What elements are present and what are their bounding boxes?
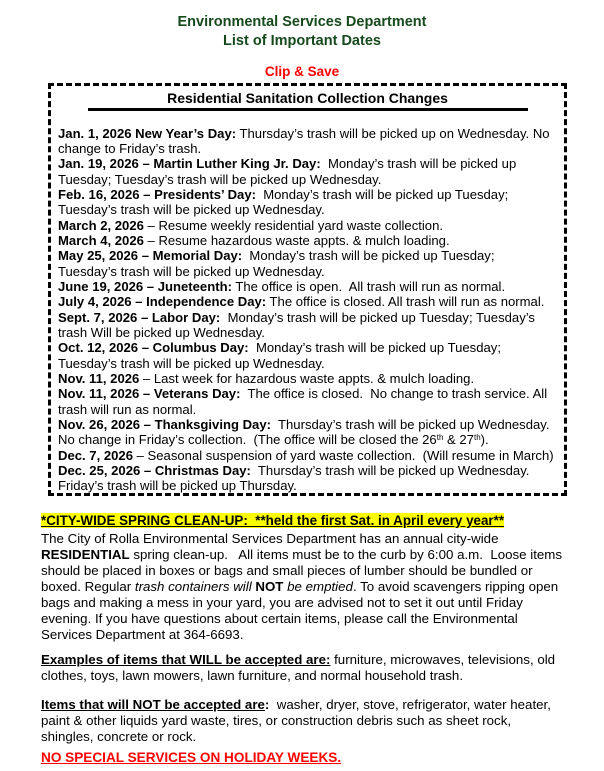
text-segment: th <box>436 433 444 443</box>
text-segment: Monday’s trash will be picked up Tuesday; Tuesday’s trash Will be picked up Wednesday. <box>58 309 539 340</box>
department-title: Environmental Services Department <box>177 14 427 30</box>
text-segment: The City of Rolla Environmental Services Department has an annual city-wide <box>41 531 503 546</box>
collection-change-item <box>58 294 554 309</box>
text-segment: Sept. 7, 2026 – Labor Day: <box>58 309 221 325</box>
title-underline-rule <box>88 108 528 111</box>
text-segment: The office is closed. No change to trash service. All trash will run as normal. <box>58 386 551 417</box>
collection-change-item <box>58 448 554 463</box>
text-segment: – Resume hazardous waste appts. & mulch loading. <box>143 232 450 248</box>
text-segment: th <box>473 433 481 443</box>
spring-cleanup-heading-row <box>41 512 566 529</box>
collection-change-item <box>58 279 554 294</box>
not-accepted-items-paragraph <box>41 697 566 745</box>
text-segment: May 25, 2026 – Memorial Day: <box>58 248 243 264</box>
accepted-items-paragraph <box>41 652 566 684</box>
text-segment: NOT <box>255 579 284 594</box>
text-segment: Monday’s trash will be picked up Tuesday; Tuesday’s trash will be picked up Wednesday. <box>58 156 520 187</box>
text-segment: Monday’s trash will be picked up Tuesday; Tuesday’s trash will be picked up Wednesday. <box>58 340 505 371</box>
text-segment: The office is closed. All trash will run as normal. <box>266 294 545 310</box>
text-segment: Thursday’s trash will be picked up Wednesday. No change in Friday’s collection. (The office will be closed the 26 <box>58 417 554 448</box>
collection-change-item <box>58 340 554 371</box>
collection-change-item <box>58 126 554 157</box>
text-segment: Oct. 12, 2026 – Columbus Day: <box>58 340 249 356</box>
text-segment: Dec. 7, 2026 <box>58 447 133 463</box>
collection-change-item <box>58 187 554 218</box>
collection-changes-box <box>48 83 567 496</box>
text-segment: . To avoid scavengers ripping open bags and making a mess in your yard, you are advised not to set it out until Friday evening. If you have questions about certain items, please call the Environmental Services Department at 364-6693. <box>41 579 562 642</box>
text-segment: Dec. 25, 2026 – Christmas Day: <box>58 463 251 479</box>
text-segment: The office is open. All trash will run as normal. <box>231 278 506 294</box>
text-segment: March 4, 2026 <box>58 232 144 248</box>
collection-change-item <box>58 463 554 494</box>
text-segment: Nov. 11, 2026 – Veterans Day: <box>58 386 241 402</box>
text-segment: & 27 <box>443 432 474 448</box>
text-segment: Feb. 16, 2026 – Presidents’ Day: <box>58 186 256 202</box>
text-segment: Thursday’s trash will be picked up on Wednesday. No change to Friday’s trash. <box>58 125 554 156</box>
text-segment: Nov. 11, 2026 <box>58 371 140 386</box>
collection-change-item <box>58 233 554 248</box>
text-segment: Monday’s trash will be picked up Tuesday; Tuesday’s trash will be picked up Wednesday. <box>58 248 498 279</box>
collection-change-item <box>58 417 554 448</box>
text-segment: Jan. 1, 2026 New Year’s Day: <box>58 125 237 141</box>
spring-cleanup-paragraph <box>41 531 566 643</box>
collection-change-item <box>58 156 554 187</box>
text-segment: RESIDENTIAL <box>41 547 130 562</box>
text-segment: trash containers will <box>134 579 252 594</box>
clip-save-label: Clip & Save <box>264 64 340 79</box>
holiday-weeks-notice: NO SPECIAL SERVICES ON HOLIDAY WEEKS. <box>41 750 342 765</box>
text-segment: Thursday’s trash will be picked up Wednesday. Friday’s trash will be picked up Thursday. <box>58 463 534 494</box>
collection-change-item <box>58 386 554 417</box>
text-segment: furniture, microwaves, televisions, old clothes, toys, lawn mowers, lawn furniture, and normal household trash. <box>41 652 559 683</box>
text-segment: : <box>264 697 270 712</box>
collection-change-item <box>58 218 554 233</box>
text-segment: Examples of items that WILL be accepted are: <box>41 652 331 667</box>
text-segment: Nov. 26, 2026 – Thanksgiving Day: <box>58 417 271 433</box>
spring-cleanup-section <box>41 512 566 766</box>
text-segment: – Last week for hazardous waste appts. & mulch loading. <box>139 371 475 386</box>
text-segment: March 2, 2026 <box>58 217 144 233</box>
collection-change-item <box>58 371 554 386</box>
text-segment: June 19, 2026 – Juneteenth: <box>58 278 232 294</box>
text-segment: be emptied <box>287 579 353 594</box>
text-segment <box>58 494 529 496</box>
page-title: List of Important Dates <box>223 33 381 49</box>
text-segment <box>58 494 247 496</box>
box-title: Residential Sanitation Collection Changes <box>167 90 448 106</box>
text-segment: spring clean-up. All items must be to the curb by 6:00 a.m. Loose items should be placed in boxes or bags and small pieces of lumber should be bundled or boxed. Regular <box>41 547 566 594</box>
spring-cleanup-heading: *CITY-WIDE SPRING CLEAN-UP: **held the first Sat. in April every year** <box>41 513 505 528</box>
text-segment: Jan. 19, 2026 – Martin Luther King Jr. Day: <box>58 156 321 172</box>
text-segment: Items that will NOT be accepted are <box>41 697 265 712</box>
text-segment: ). <box>480 432 489 448</box>
text-segment: Monday’s trash will be picked up Tuesday; Tuesday’s trash will be picked up Wednesday. <box>58 186 512 218</box>
collection-changes-list <box>58 126 554 497</box>
text-segment: washer, dryer, stove, refrigerator, water heater, paint & other liquids yard waste, tires, or construction debris such as sheet rock, shingles, concrete or rock. <box>41 697 555 744</box>
text-segment: – Seasonal suspension of yard waste collection. (Will resume in March) <box>132 447 554 463</box>
flyer-page <box>0 13 604 771</box>
collection-change-item <box>58 310 554 341</box>
collection-change-item <box>58 248 554 279</box>
collection-change-item <box>58 494 554 496</box>
text-segment: – Resume weekly residential yard waste collection. <box>143 217 444 233</box>
text-segment: July 4, 2026 – Independence Day: <box>58 294 267 310</box>
